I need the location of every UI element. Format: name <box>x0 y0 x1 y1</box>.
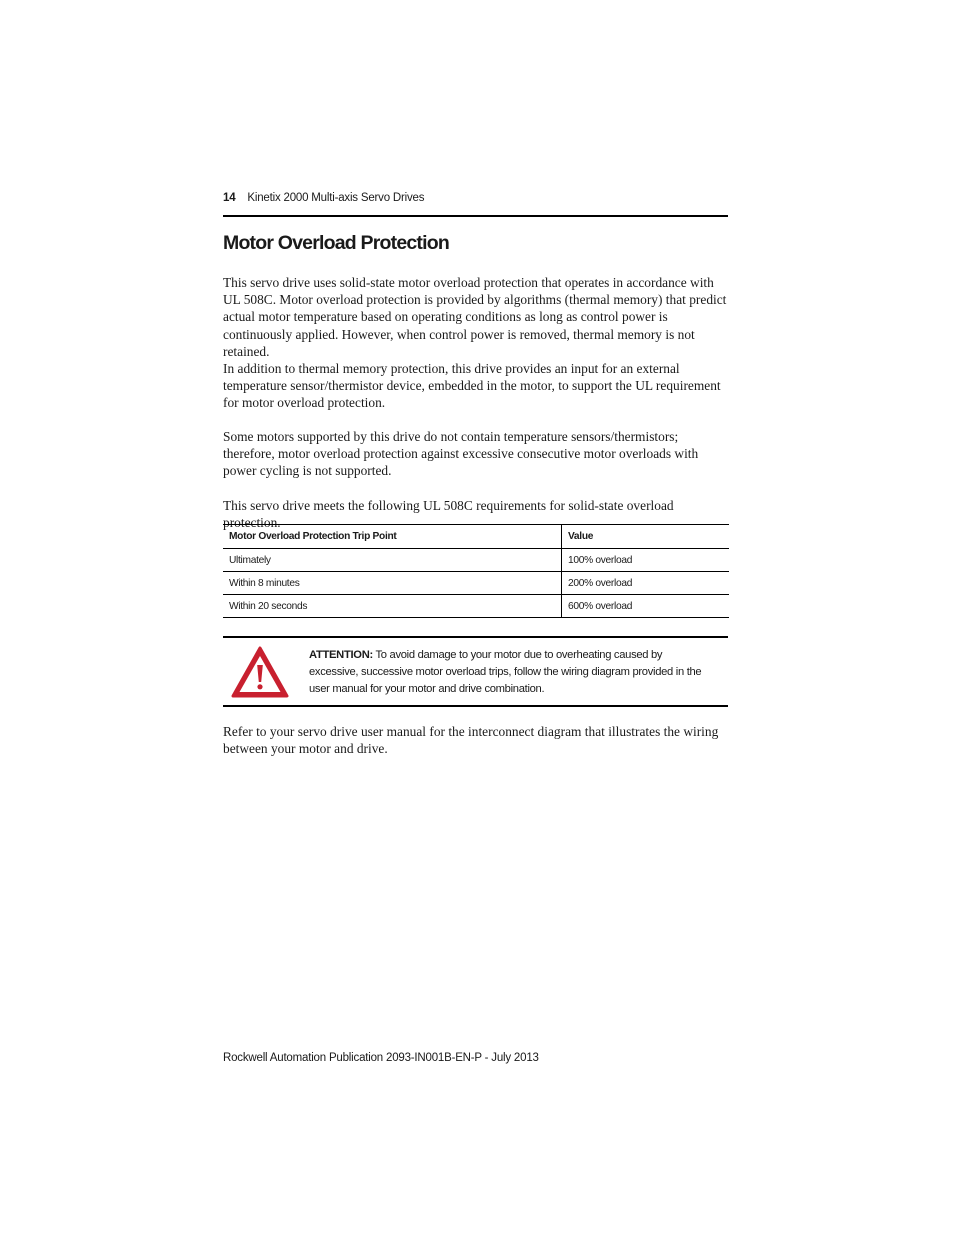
attention-bottom-rule <box>223 705 728 707</box>
overload-trip-table <box>223 524 729 618</box>
publication-footer: Rockwell Automation Publication 2093-IN001B-EN-P - July 2013 <box>223 1052 539 1064</box>
value-cell: 600% overload <box>568 600 633 612</box>
attention-body: To avoid damage to your motor due to overheating caused by excessive, successive motor overload trips, follow the wiring diagram provided in the user manual for your motor and drive combination. <box>309 649 702 695</box>
value-cell: 100% overload <box>568 554 633 566</box>
paragraph-refer-manual: Refer to your servo drive user manual for the interconnect diagram that illustrates the wiring between your motor and drive. <box>223 724 719 757</box>
column-header-value: Value <box>568 531 594 542</box>
table-row <box>223 572 729 595</box>
column-header-trip-point: Motor Overload Protection Trip Point <box>223 525 562 549</box>
section-title: Motor Overload Protection <box>223 232 449 254</box>
page-number: 14 <box>223 192 236 204</box>
running-header <box>223 192 424 204</box>
table-row <box>223 595 729 618</box>
attention-label: ATTENTION: <box>309 649 373 661</box>
warning-triangle-icon <box>230 645 290 699</box>
table-row <box>223 549 729 572</box>
paragraph-unsupported-motors: Some motors supported by this drive do not contain temperature sensors/thermistors; therefore, motor overload protection against excessive consecutive motor overloads with power cycling is not supported. <box>223 429 699 479</box>
trip-point-cell: Within 8 minutes <box>223 572 562 595</box>
table-header-row <box>223 525 729 549</box>
trip-point-cell: Within 20 seconds <box>223 595 562 618</box>
value-cell: 200% overload <box>568 577 633 589</box>
trip-point-cell: Ultimately <box>223 549 562 572</box>
attention-message <box>309 647 709 698</box>
paragraph-thermistor-input: In addition to thermal memory protection, this drive provides an input for an external temperature sensor/thermistor device, embedded in the motor, to support the UL requirement for motor overload protection. <box>223 361 721 411</box>
paragraph-requirements-intro: This servo drive meets the following UL 508C requirements for solid-state overload protection. <box>223 498 674 531</box>
paragraph-thermal-memory: This servo drive uses solid-state motor overload protection that operates in accordance with UL 508C. Motor overload protection is provided by algorithms (thermal memory) that predict actual motor temperature based on operating conditions as long as control power is continuously applied. However, when control power is removed, thermal memory is not retained. <box>223 275 727 359</box>
document-title: Kinetix 2000 Multi-axis Servo Drives <box>247 192 425 204</box>
attention-top-rule <box>223 636 728 638</box>
header-divider <box>223 215 728 217</box>
